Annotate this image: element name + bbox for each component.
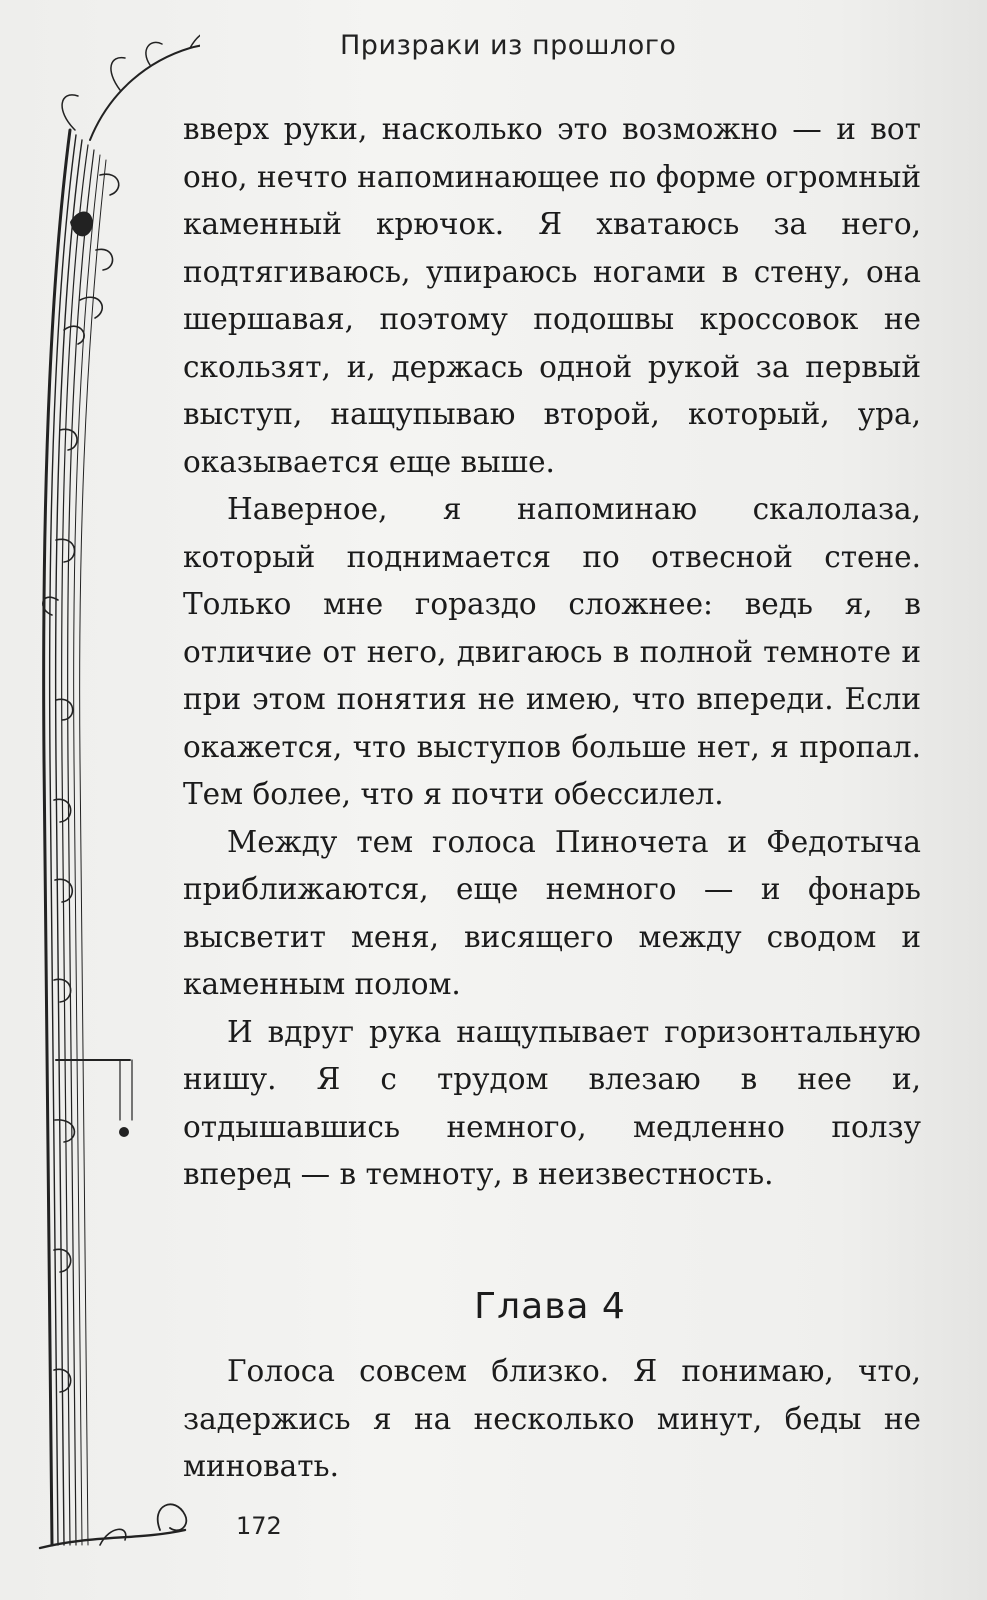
paragraph: вверх руки, насколько это возможно — и вот оно, нечто напоминающее по форме огромный каменный крючок. Я хватаюсь за него, подтягиваюсь, упираюсь ногами в стену, она шершавая, поэтому подошвы кроссовок не скользят, и, держась одной рукой за первый выступ, нащупываю второй, который, ура, оказывается еще выше. [183, 112, 921, 479]
paragraph: Между тем голоса Пиночета и Федотыча приближаются, еще немного — и фонарь высветит меня, висящего между сводом и каменным полом. [183, 824, 921, 1001]
paragraph: Голоса совсем близко. Я понимаю, что, задержись я на несколько минут, беды не миновать. [183, 1354, 921, 1483]
page-number: 172 [236, 1512, 282, 1540]
chapter-body-text [183, 1348, 921, 1491]
paragraph: Наверное, я напоминаю скалолаза, который поднимается по отвесной стене. Только мне гораздо сложнее: ведь я, в отличие от него, двигаюсь в полной темноте и при этом понятия не имею, что впереди. Если окажется, что выступов больше нет, я пропал. Тем более, что я почти обессилел. [183, 492, 921, 811]
running-header-title: Призраки из прошлого [340, 30, 677, 61]
chapter-heading: Глава 4 [474, 1286, 626, 1327]
paragraph: И вдруг рука нащупывает горизонтальную нишу. Я с трудом влезаю в нее и, отдышавшись немного, медленно ползу вперед — в темноту, в неизвестность. [183, 1014, 921, 1191]
vine-border-illustration [0, 0, 200, 1600]
body-text [183, 106, 921, 1199]
